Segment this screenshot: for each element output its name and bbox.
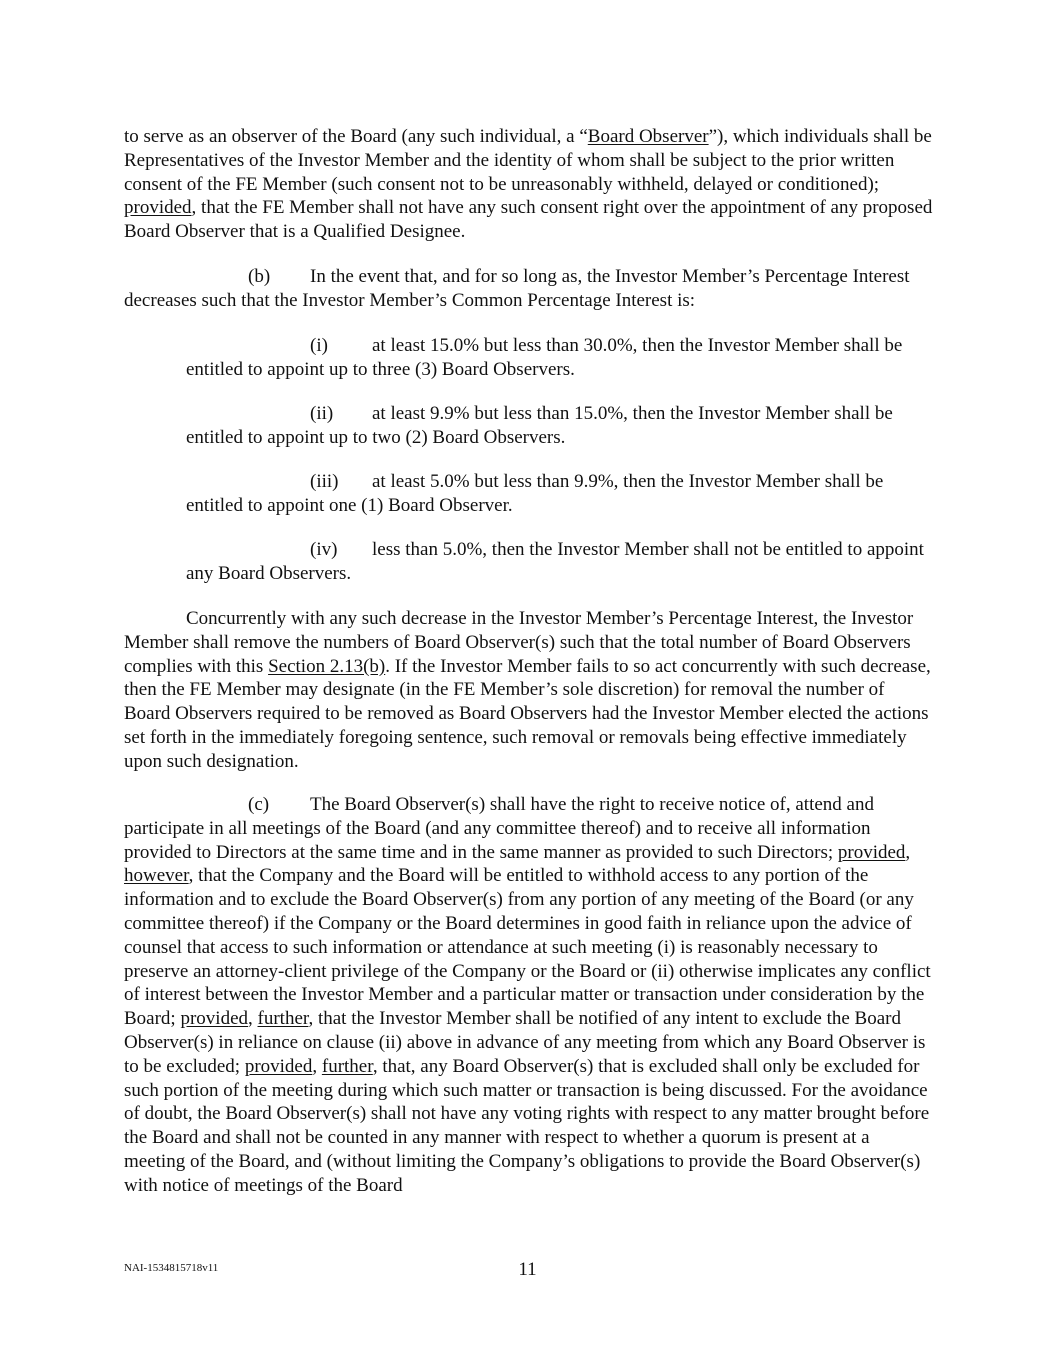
defined-term-board-observer: Board Observer bbox=[587, 126, 709, 147]
term-provided: provided bbox=[124, 197, 192, 219]
footer-document-id: NAI-1534815718v11 bbox=[124, 1262, 219, 1274]
section-label-b: (b) bbox=[248, 266, 271, 287]
term-provided: provided bbox=[180, 1008, 249, 1030]
item-label: (ii) bbox=[310, 403, 334, 424]
list-item-ii: (ii) at least 9.9% but less than 15.0%, then the Investor Member shall be entitled to appoint up to two (2) Board Observers. bbox=[186, 403, 893, 448]
term-provided: provided bbox=[837, 841, 906, 863]
term-further: further bbox=[321, 1055, 373, 1077]
item-label: (iii) bbox=[310, 471, 339, 492]
page-number: 11 bbox=[518, 1259, 537, 1280]
paragraph-section-c: (c) The Board Observer(s) shall have the right to receive notice of, attend and participate in all meetings of the Board (and any committee thereof) and to receive all information provided to Directors at the same time and in the same manner as provided to such Directors; provided, however, that the Company and the Board will be entitled to withhold access to any portion of the information and to exclude the Board Observer(s) from any portion of any meeting of the Board (or any committee thereof) if the Company or the Board determines in good faith in reliance upon the advice of counsel that access to such information or attendance at such meeting (i) is reasonably necessary to preserve an attorney-client privilege of the Company or the Board or (ii) otherwise implicates any conflict of interest between the Investor Member and a particular matter or transaction under consideration by the Board; provided, further, that the Investor Member shall be notified of any intent to exclude the Board Observer(s) in reliance on clause (ii) above in advance of any meeting from which any Board Observer is to be excluded; provided, further, that, any Board Observer(s) that is excluded shall only be excluded for such portion of the meeting during which such matter or transaction is being discussed. For the avoidance of doubt, the Board Observer(s) shall not have any voting rights with respect to any matter brought before the Board and shall not be counted in any manner with respect to whether a quorum is present at a meeting of the Board, and (without limiting the Company’s obligations to provide the Board Observer(s) with notice of meetings of the Board bbox=[124, 794, 931, 1196]
item-label: (iv) bbox=[310, 539, 338, 560]
item-label: (i) bbox=[310, 335, 328, 356]
term-provided: provided bbox=[244, 1055, 313, 1077]
paragraph-board-observer-intro: to serve as an observer of the Board (any such individual, a “Board Observer”), which individuals shall be Representatives of the Investor Member and the identity of whom shall be subject to the prior written consent of the FE Member (such consent not to be unreasonably withheld, delayed or conditioned); provided, that the FE Member shall not have any such consent right over the appointment of any proposed Board Observer that is a Qualified Designee. bbox=[124, 126, 933, 243]
paragraph-section-b: (b) In the event that, and for so long as, the Investor Member’s Percentage Interest decreases such that the Investor Member’s Common Percentage Interest is: bbox=[124, 266, 910, 311]
term-however: however bbox=[124, 865, 189, 887]
term-further: further bbox=[257, 1008, 309, 1030]
paragraph-concurrent-removal: Concurrently with any such decrease in the Investor Member’s Percentage Interest, the Investor Member shall remove the numbers of Board Observer(s) such that the total number of Board Observers complies with this Section 2.13(b). If the Investor Member fails to so act concurrently with such decrease, then the FE Member may designate (in the FE Member’s sole discretion) for removal the number of Board Observers required to be removed as Board Observers had the Investor Member elected the actions set forth in the immediately foregoing sentence, such removal or removals being effective immediately upon such designation. bbox=[124, 608, 931, 772]
section-reference: Section 2.13(b) bbox=[268, 655, 386, 677]
list-item-iii: (iii) at least 5.0% but less than 9.9%, then the Investor Member shall be entitled to appoint one (1) Board Observer. bbox=[186, 471, 884, 516]
list-item-iv: (iv) less than 5.0%, then the Investor Member shall not be entitled to appoint any Board Observers. bbox=[186, 539, 924, 584]
section-label-c: (c) bbox=[248, 794, 270, 815]
list-item-i: (i) at least 15.0% but less than 30.0%, then the Investor Member shall be entitled to appoint up to three (3) Board Observers. bbox=[186, 335, 903, 380]
